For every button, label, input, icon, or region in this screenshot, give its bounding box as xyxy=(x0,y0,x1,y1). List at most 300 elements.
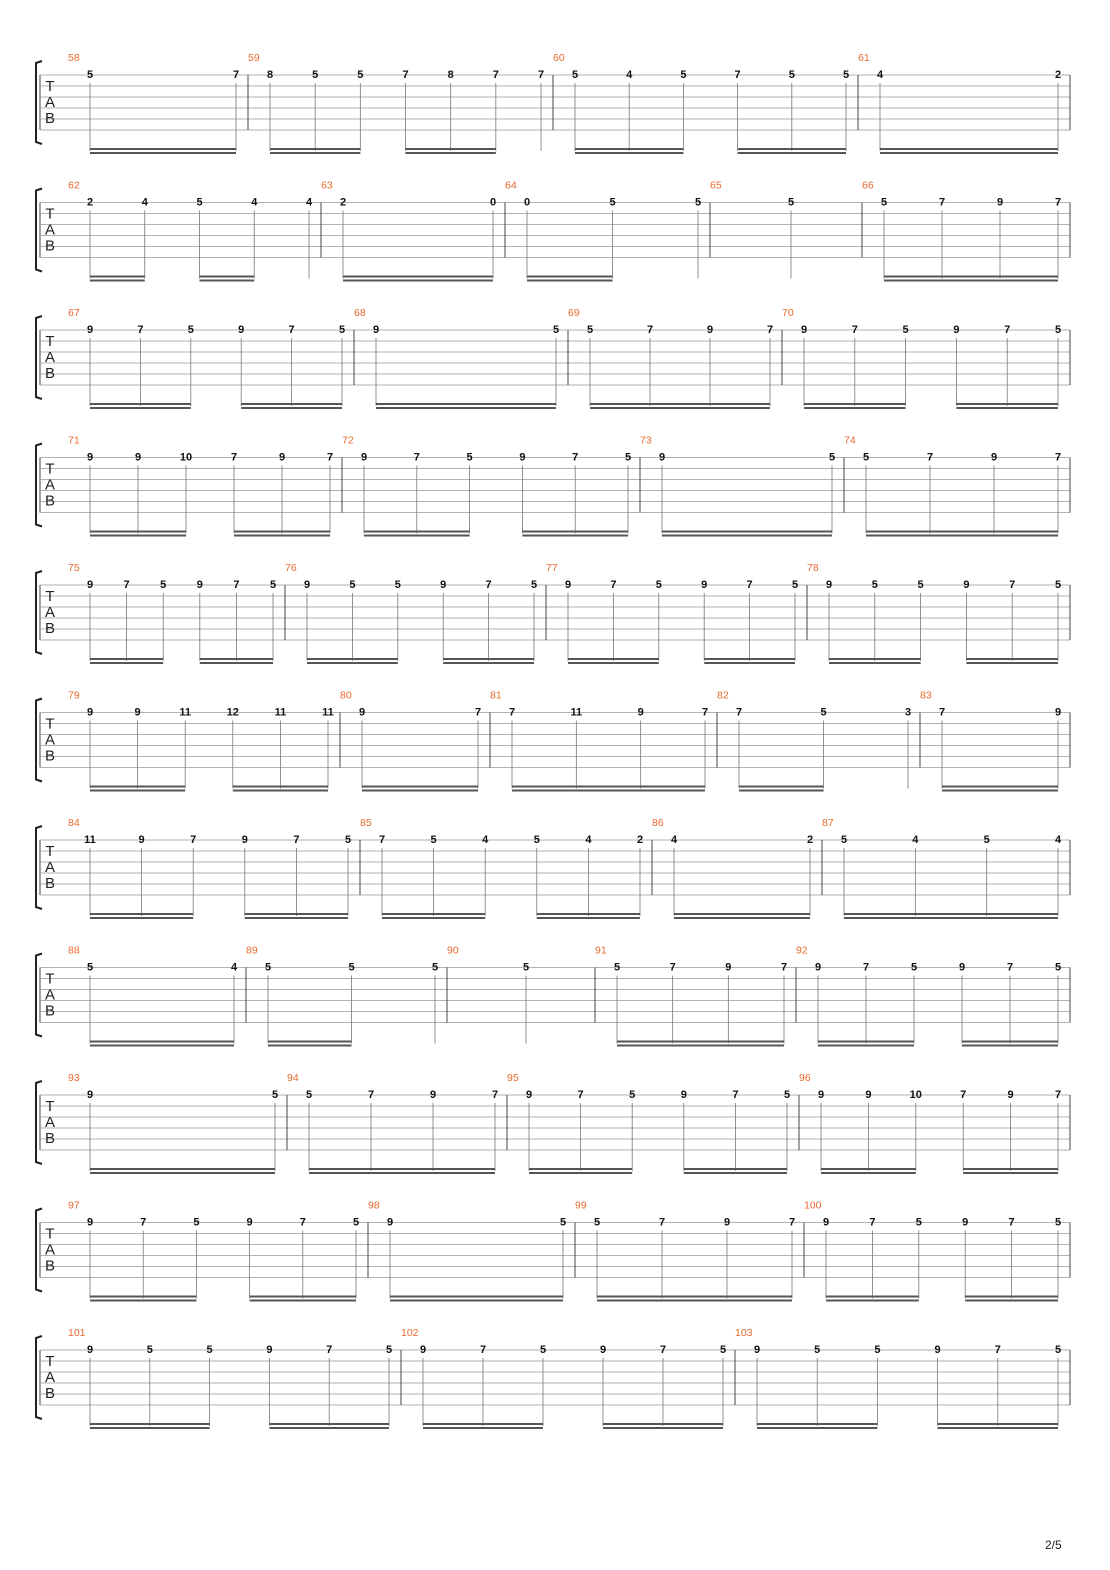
beam-primary xyxy=(200,276,255,278)
tab-clef-letter: T xyxy=(45,1098,55,1115)
fret-number: 9 xyxy=(138,834,145,846)
measure-number: 85 xyxy=(360,817,372,829)
system-bracket xyxy=(36,954,42,1037)
beam-secondary xyxy=(90,152,236,154)
system-bracket xyxy=(36,826,42,909)
system-bracket xyxy=(36,1209,42,1292)
beam-primary xyxy=(406,148,496,150)
measure-number: 69 xyxy=(568,307,580,319)
fret-number: 9 xyxy=(564,579,572,591)
beam-primary xyxy=(965,1296,1058,1298)
beam-secondary xyxy=(362,790,478,792)
beam-secondary xyxy=(662,535,832,537)
measure-number: 66 xyxy=(862,179,874,192)
measure-number: 91 xyxy=(595,944,607,957)
tab-clef-letter: A xyxy=(44,221,56,239)
beam-secondary xyxy=(200,280,255,282)
fret-number: 9 xyxy=(134,706,141,719)
beam-primary xyxy=(529,1168,632,1170)
fret-number: 7 xyxy=(326,1344,333,1356)
tab-clef-letter: B xyxy=(44,1385,56,1402)
fret-number: 4 xyxy=(251,196,258,209)
beam-primary xyxy=(757,1423,877,1425)
fret-number: 7 xyxy=(485,579,492,591)
beam-primary xyxy=(90,913,193,915)
fret-number: 5 xyxy=(787,196,795,209)
beam-primary xyxy=(704,658,795,660)
fret-number: 5 xyxy=(1054,1344,1062,1356)
beam-secondary xyxy=(307,662,398,664)
fret-number: 11 xyxy=(84,834,96,846)
beam-secondary xyxy=(965,1300,1058,1302)
beam-secondary xyxy=(90,917,193,919)
fret-number: 5 xyxy=(571,69,579,81)
fret-number: 2 xyxy=(806,834,814,846)
beam-secondary xyxy=(590,407,770,409)
system-bracket xyxy=(36,316,42,399)
measure-number: 95 xyxy=(507,1072,519,1084)
beam-primary xyxy=(309,1168,495,1170)
beam-primary xyxy=(662,531,832,533)
beam-primary xyxy=(597,1296,792,1298)
fret-number: 5 xyxy=(820,706,827,719)
fret-number: 7 xyxy=(123,579,130,591)
beam-secondary xyxy=(963,1172,1058,1174)
fret-number: 2 xyxy=(86,196,94,209)
measure-number: 97 xyxy=(68,1199,80,1212)
beam-secondary xyxy=(674,917,810,919)
beam-primary xyxy=(90,148,236,150)
fret-number: 11 xyxy=(274,706,287,719)
beam-primary xyxy=(90,276,145,278)
fret-number: 5 xyxy=(655,579,662,591)
fret-number: 7 xyxy=(137,324,144,336)
measure-number: 100 xyxy=(804,1199,822,1212)
measure-number: 67 xyxy=(68,307,80,319)
beam-primary xyxy=(603,1423,723,1425)
beam-primary xyxy=(200,658,273,660)
fret-number: 5 xyxy=(394,579,401,591)
fret-number: 5 xyxy=(593,1216,601,1229)
tab-clef-letter: B xyxy=(44,1002,56,1020)
fret-number: 7 xyxy=(233,579,240,591)
beam-secondary xyxy=(942,790,1058,792)
fret-number: 5 xyxy=(862,451,870,464)
fret-number: 5 xyxy=(146,1344,153,1356)
measure-number: 78 xyxy=(807,562,819,574)
beam-secondary xyxy=(382,917,485,919)
beam-secondary xyxy=(603,1427,723,1429)
fret-number: 7 xyxy=(479,1344,487,1356)
measure-number: 101 xyxy=(68,1327,86,1339)
beam-secondary xyxy=(90,1427,210,1429)
beam-secondary xyxy=(568,662,659,664)
beam-secondary xyxy=(90,535,186,537)
fret-number: 7 xyxy=(994,1344,1001,1356)
fret-number: 7 xyxy=(190,834,197,846)
beam-secondary xyxy=(821,1172,916,1174)
beam-primary xyxy=(364,531,470,533)
fret-number: 10 xyxy=(909,1089,922,1101)
fret-number: 5 xyxy=(586,324,594,336)
tab-clef-letter: T xyxy=(45,460,55,478)
tab-clef-letter: B xyxy=(44,875,56,892)
beam-primary xyxy=(90,1168,275,1170)
fret-number: 7 xyxy=(508,706,516,719)
beam-secondary xyxy=(829,662,921,664)
beam-secondary xyxy=(90,1172,275,1174)
beam-secondary xyxy=(90,280,145,282)
beam-secondary xyxy=(90,1045,234,1047)
beam-primary xyxy=(250,1296,356,1298)
beam-secondary xyxy=(270,152,360,154)
fret-number: 12 xyxy=(226,706,239,719)
tab-clef-letter: T xyxy=(45,588,55,605)
beam-secondary xyxy=(818,1045,914,1047)
beam-primary xyxy=(90,1041,234,1043)
beam-primary xyxy=(90,1296,196,1298)
measure-number: 65 xyxy=(710,179,722,192)
measure-number: 64 xyxy=(505,179,517,192)
measure-number: 62 xyxy=(68,179,80,192)
fret-number: 5 xyxy=(352,1216,360,1229)
fret-number: 10 xyxy=(179,451,193,464)
fret-number: 9 xyxy=(419,1344,427,1356)
beam-secondary xyxy=(364,535,470,537)
beam-secondary xyxy=(200,662,273,664)
fret-number: 7 xyxy=(1009,579,1016,591)
fret-number: 7 xyxy=(766,324,774,336)
tab-clef-letter: A xyxy=(44,349,56,366)
beam-primary xyxy=(443,658,534,660)
beam-secondary xyxy=(423,1427,543,1429)
measure-number: 83 xyxy=(920,689,932,702)
tab-clef-letter: A xyxy=(44,859,56,876)
fret-number: 5 xyxy=(624,451,632,464)
fret-number: 0 xyxy=(489,196,497,209)
fret-number: 5 xyxy=(828,451,836,464)
fret-number: 9 xyxy=(196,579,203,591)
fret-number: 9 xyxy=(86,1344,94,1356)
fret-number: 4 xyxy=(1054,834,1062,846)
measure-number: 103 xyxy=(735,1327,753,1339)
fret-number: 5 xyxy=(983,834,990,846)
system-bracket xyxy=(36,1336,42,1419)
fret-number: 7 xyxy=(230,451,238,464)
beam-primary xyxy=(233,786,328,788)
tab-clef-letter: B xyxy=(44,237,56,255)
measure-number: 81 xyxy=(490,689,502,702)
beam-secondary xyxy=(597,1300,792,1302)
fret-number: 5 xyxy=(902,324,909,336)
fret-number: 2 xyxy=(636,834,644,846)
beam-secondary xyxy=(90,662,163,664)
beam-primary xyxy=(245,913,348,915)
beam-primary xyxy=(270,148,360,150)
fret-number: 9 xyxy=(525,1089,533,1101)
fret-number: 5 xyxy=(791,579,799,591)
tab-clef-letter: T xyxy=(45,843,55,860)
fret-number: 4 xyxy=(230,961,238,974)
beam-secondary xyxy=(537,917,640,919)
beam-secondary xyxy=(938,1427,1058,1429)
fret-number: 5 xyxy=(559,1216,567,1229)
tab-clef-letter: T xyxy=(45,78,55,95)
beam-secondary xyxy=(757,1427,877,1429)
fret-number: 5 xyxy=(431,961,439,974)
fret-number: 7 xyxy=(851,324,858,336)
beam-primary xyxy=(90,786,185,788)
beam-secondary xyxy=(739,790,824,792)
fret-number: 11 xyxy=(322,706,334,719)
fret-number: 5 xyxy=(910,961,918,974)
fret-number: 9 xyxy=(1007,1089,1014,1101)
fret-number: 9 xyxy=(86,1089,94,1101)
measure-number: 102 xyxy=(401,1327,419,1339)
tab-clef-letter: A xyxy=(44,731,56,749)
fret-number: 5 xyxy=(613,961,621,974)
beam-primary xyxy=(527,276,613,278)
beam-primary xyxy=(537,913,640,915)
system-bracket xyxy=(36,61,42,144)
beam-primary xyxy=(738,148,846,150)
fret-number: 5 xyxy=(533,834,540,846)
fret-number: 11 xyxy=(179,706,192,719)
beam-secondary xyxy=(826,1300,919,1302)
measure-number: 93 xyxy=(68,1072,80,1084)
beam-primary xyxy=(963,1168,1058,1170)
tab-clef-letter: T xyxy=(45,715,55,733)
beam-secondary xyxy=(406,152,496,154)
fret-number: 2 xyxy=(1054,69,1062,81)
fret-number: 7 xyxy=(938,196,946,209)
beam-secondary xyxy=(250,1300,356,1302)
fret-number: 5 xyxy=(530,579,538,591)
beam-primary xyxy=(268,1041,352,1043)
fret-number: 7 xyxy=(701,706,709,719)
fret-number: 7 xyxy=(862,961,870,974)
measure-number: 59 xyxy=(248,52,260,64)
fret-number: 4 xyxy=(670,834,678,846)
fret-number: 9 xyxy=(1054,706,1062,719)
fret-number: 7 xyxy=(577,1089,584,1101)
fret-number: 2 xyxy=(339,196,347,209)
beam-secondary xyxy=(241,407,342,409)
beam-primary xyxy=(568,658,659,660)
fret-number: 9 xyxy=(706,324,714,336)
fret-number: 5 xyxy=(357,69,364,81)
beam-primary xyxy=(617,1041,784,1043)
tab-clef-letter: A xyxy=(44,604,56,621)
tab-clef-letter: A xyxy=(44,1241,56,1259)
beam-primary xyxy=(90,658,163,660)
fret-number: 5 xyxy=(1054,579,1062,591)
fret-number: 5 xyxy=(264,961,272,974)
measure-number: 77 xyxy=(546,562,558,574)
fret-number: 5 xyxy=(430,834,437,846)
fret-number: 9 xyxy=(372,324,380,336)
measure-number: 96 xyxy=(799,1072,811,1084)
fret-number: 7 xyxy=(658,1216,666,1229)
fret-number: 7 xyxy=(1054,1089,1062,1101)
beam-secondary xyxy=(443,662,534,664)
fret-number: 9 xyxy=(386,1216,394,1229)
fret-number: 7 xyxy=(491,1089,499,1101)
system-bracket xyxy=(36,699,42,782)
fret-number: 9 xyxy=(358,706,366,719)
fret-number: 5 xyxy=(871,579,878,591)
measure-number: 90 xyxy=(447,944,459,957)
fret-number: 4 xyxy=(912,834,919,846)
beam-secondary xyxy=(880,152,1058,154)
fret-number: 9 xyxy=(86,579,94,591)
beam-primary xyxy=(804,403,906,405)
tab-clef-letter: A xyxy=(44,1369,56,1386)
beam-primary xyxy=(241,403,342,405)
fret-number: 7 xyxy=(659,1344,667,1356)
fret-number: 7 xyxy=(788,1216,796,1229)
fret-number: 7 xyxy=(1004,324,1011,336)
tab-clef-letter: A xyxy=(44,1114,56,1131)
measure-number: 74 xyxy=(844,434,856,447)
measure-number: 88 xyxy=(68,944,80,957)
fret-number: 5 xyxy=(160,579,167,591)
beam-primary xyxy=(90,403,191,405)
fret-number: 5 xyxy=(783,1089,791,1101)
beam-primary xyxy=(575,148,683,150)
beam-primary xyxy=(512,786,705,788)
measure-number: 86 xyxy=(652,817,664,829)
beam-secondary xyxy=(617,1045,784,1047)
fret-number: 5 xyxy=(385,1344,393,1356)
beam-secondary xyxy=(704,662,795,664)
fret-number: 7 xyxy=(780,961,788,974)
beam-secondary xyxy=(844,917,1058,919)
beam-secondary xyxy=(269,1427,389,1429)
measure-number: 70 xyxy=(782,307,794,319)
fret-number: 9 xyxy=(266,1344,273,1356)
fret-number: 5 xyxy=(552,324,560,336)
fret-number: 9 xyxy=(814,961,822,974)
fret-number: 9 xyxy=(990,451,998,464)
beam-primary xyxy=(884,276,1058,278)
beam-primary xyxy=(684,1168,787,1170)
fret-number: 9 xyxy=(817,1089,825,1101)
system-bracket xyxy=(36,189,42,272)
fret-number: 9 xyxy=(360,451,368,464)
tab-clef-letter: B xyxy=(44,1130,56,1147)
tab-clef-letter: A xyxy=(44,476,56,494)
fret-number: 9 xyxy=(429,1089,437,1101)
beam-secondary xyxy=(245,917,348,919)
measure-number: 63 xyxy=(321,179,333,192)
fret-number: 7 xyxy=(926,451,934,464)
fret-number: 9 xyxy=(86,706,94,719)
fret-number: 4 xyxy=(305,196,313,209)
tab-clef-letter: B xyxy=(44,1257,56,1275)
measure-number: 94 xyxy=(287,1072,299,1084)
tab-clef-letter: A xyxy=(44,94,56,111)
beam-secondary xyxy=(90,407,191,409)
fret-number: 7 xyxy=(326,451,334,464)
fret-number: 9 xyxy=(86,1216,94,1229)
tab-clef-letter: B xyxy=(44,492,56,510)
beam-secondary xyxy=(234,535,330,537)
beam-secondary xyxy=(884,280,1058,282)
beam-secondary xyxy=(268,1045,352,1047)
fret-number: 7 xyxy=(735,706,743,719)
fret-number: 9 xyxy=(246,1216,253,1229)
measure-number: 75 xyxy=(68,562,80,574)
fret-number: 5 xyxy=(788,69,795,81)
beam-secondary xyxy=(390,1300,563,1302)
tab-clef-letter: T xyxy=(45,1353,55,1370)
fret-number: 5 xyxy=(86,961,94,974)
beam-primary xyxy=(826,1296,919,1298)
fret-number: 5 xyxy=(271,1089,279,1101)
fret-number: 5 xyxy=(694,196,702,209)
fret-number: 7 xyxy=(938,706,946,719)
fret-number: 7 xyxy=(537,69,545,81)
beam-primary xyxy=(522,531,628,533)
fret-number: 7 xyxy=(1008,1216,1015,1229)
beam-secondary xyxy=(522,535,628,537)
fret-number: 5 xyxy=(814,1344,821,1356)
fret-number: 4 xyxy=(482,834,489,846)
fret-number: 7 xyxy=(1054,451,1062,464)
fret-number: 9 xyxy=(134,451,142,464)
fret-number: 7 xyxy=(288,324,295,336)
beam-primary xyxy=(390,1296,563,1298)
fret-number: 7 xyxy=(474,706,482,719)
fret-number: 9 xyxy=(865,1089,872,1101)
fret-number: 9 xyxy=(825,579,833,591)
tab-clef-letter: T xyxy=(45,1225,55,1243)
fret-number: 9 xyxy=(241,834,248,846)
beam-primary xyxy=(382,913,485,915)
fret-number: 9 xyxy=(519,451,526,464)
fret-number: 7 xyxy=(732,1089,739,1101)
measure-number: 72 xyxy=(342,434,354,447)
beam-primary xyxy=(423,1423,543,1425)
fret-number: 9 xyxy=(86,324,94,336)
fret-number: 5 xyxy=(196,196,203,209)
beam-primary xyxy=(880,148,1058,150)
measure-number: 84 xyxy=(68,817,80,829)
fret-number: 5 xyxy=(680,69,687,81)
tab-clef-letter: B xyxy=(44,620,56,637)
beam-secondary xyxy=(804,407,906,409)
fret-number: 7 xyxy=(293,834,300,846)
fret-number: 7 xyxy=(402,69,409,81)
beam-primary xyxy=(942,786,1058,788)
fret-number: 5 xyxy=(915,1216,922,1229)
beam-secondary xyxy=(233,790,328,792)
beam-primary xyxy=(829,658,921,660)
fret-number: 5 xyxy=(609,196,616,209)
beam-primary xyxy=(590,403,770,405)
fret-number: 5 xyxy=(338,324,346,336)
beam-primary xyxy=(844,913,1058,915)
fret-number: 9 xyxy=(963,579,970,591)
fret-number: 5 xyxy=(719,1344,727,1356)
fret-number: 5 xyxy=(86,69,94,81)
fret-number: 5 xyxy=(539,1344,547,1356)
fret-number: 9 xyxy=(934,1344,941,1356)
fret-number: 7 xyxy=(746,579,753,591)
measure-number: 71 xyxy=(68,434,80,447)
fret-number: 9 xyxy=(238,324,245,336)
